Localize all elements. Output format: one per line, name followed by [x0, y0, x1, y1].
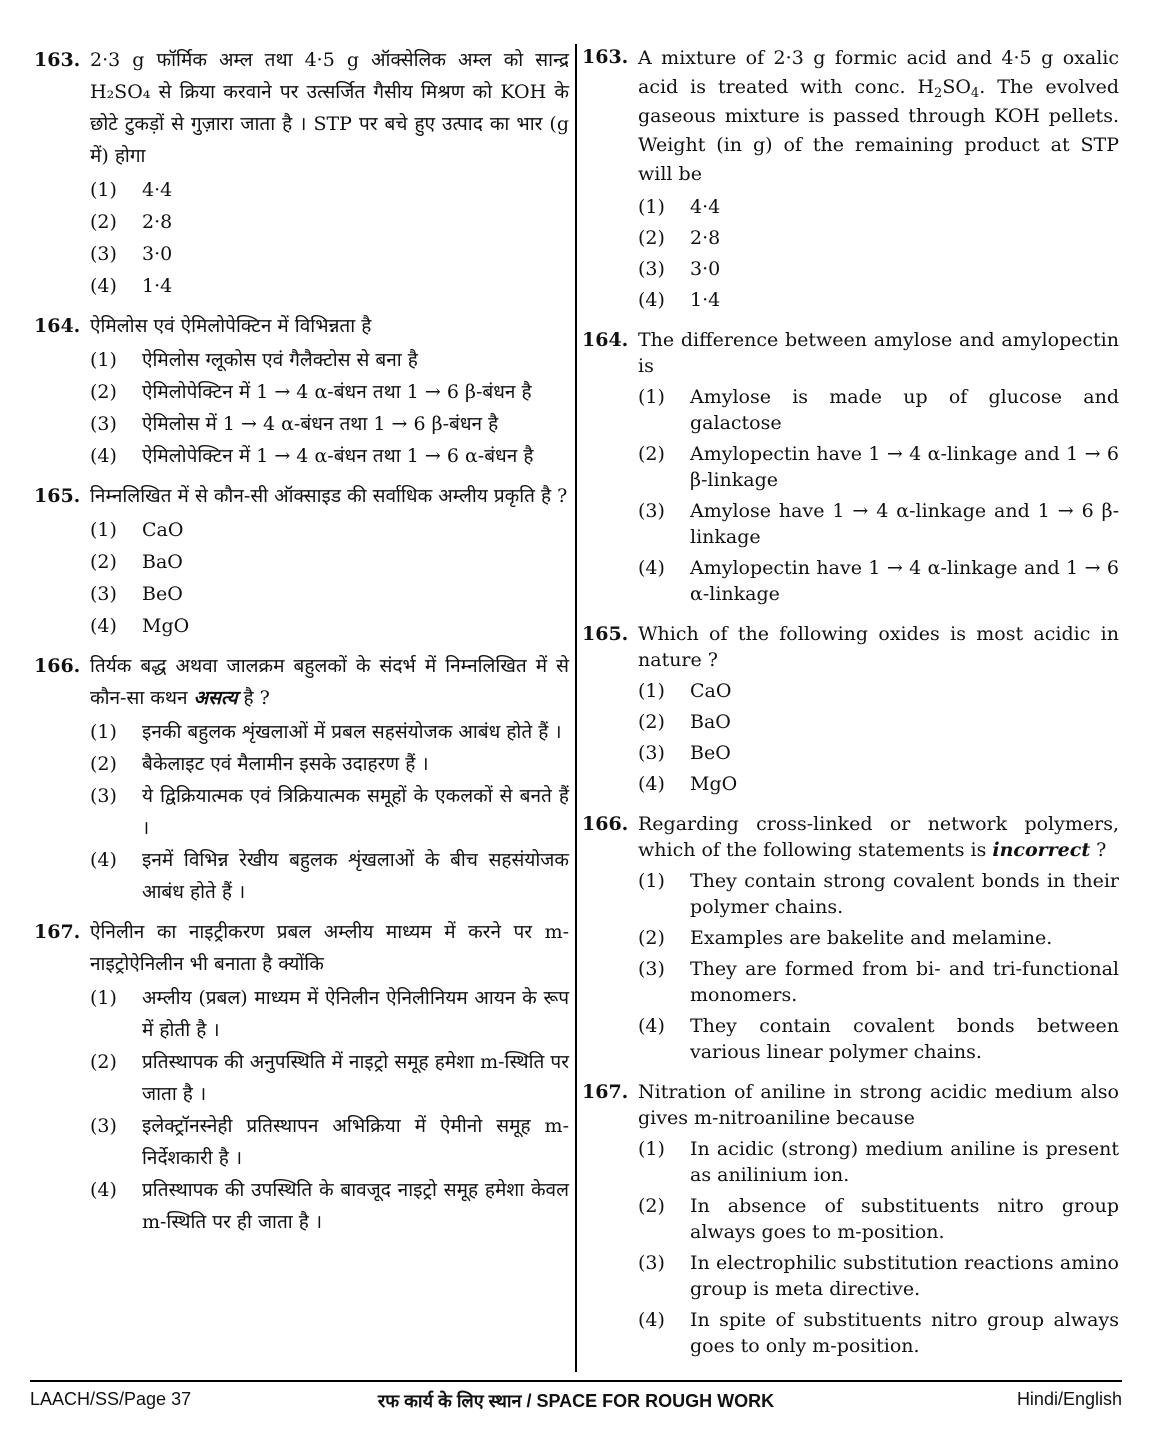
question-number: 165. [34, 485, 81, 507]
option-3 [638, 740, 1119, 766]
stem-text: A mixture of 2·3 g formic acid and 4·5 g oxalic acid is treated with conc. H [638, 47, 1119, 98]
question-number: 163. [582, 46, 629, 68]
option-text: ये द्विक्रियात्मक एवं त्रिक्रियात्मक समूहों के एकलकों से बनते हैं । [142, 785, 569, 839]
option-2 [90, 206, 569, 238]
option-text: इनकी बहुलक शृंखलाओं में प्रबल सहसंयोजक आबंध होते हैं । [142, 721, 562, 743]
option-text: प्रतिस्थापक की उपस्थिति के बावजूद नाइट्रो समूह हमेशा केवल m-स्थिति पर ही जाता है । [142, 1179, 569, 1233]
question-number: 167. [582, 1081, 629, 1103]
hindi-column [34, 44, 569, 1238]
option-text: They contain covalent bonds between various linear polymer chains. [690, 1015, 1119, 1063]
option-1 [638, 678, 1119, 704]
option-text: They are formed from bi- and tri-functional monomers. [690, 958, 1119, 1006]
option-3 [90, 780, 569, 844]
option-text: बैकेलाइट एवं मैलामीन इसके उदाहरण हैं । [142, 753, 429, 775]
stem-text: ? [1090, 839, 1107, 861]
question-stem: निम्नलिखित में से कौन-सी ऑक्साइड की सर्वाधिक अम्लीय प्रकृति है ? [90, 485, 568, 507]
option-2 [638, 225, 1119, 251]
option-number: (3) [638, 258, 665, 280]
option-4 [638, 771, 1119, 797]
option-number: (2) [90, 1051, 117, 1073]
options-list [638, 384, 1119, 607]
option-1 [90, 514, 569, 546]
option-number: (3) [90, 243, 117, 265]
option-text: They contain strong covalent bonds in their polymer chains. [690, 870, 1119, 918]
emphasis-text: incorrect [992, 839, 1091, 861]
option-2 [638, 925, 1119, 951]
option-1 [90, 982, 569, 1046]
question-165-hindi [34, 480, 569, 642]
option-text: Examples are bakelite and melamine. [690, 927, 1053, 949]
options-list [90, 716, 569, 908]
option-number: (2) [638, 711, 665, 733]
option-text: In electrophilic substitution reactions amino group is meta directive. [690, 1252, 1119, 1300]
option-1 [90, 174, 569, 206]
question-number: 164. [582, 329, 629, 351]
option-text: ऐमिलोपेक्टिन में 1 → 4 α-बंधन तथा 1 → 6 α-बंधन है [142, 445, 534, 467]
options-list [90, 344, 569, 472]
option-1 [638, 384, 1119, 436]
option-number: (4) [90, 615, 117, 637]
option-number: (4) [638, 557, 665, 579]
option-1 [90, 344, 569, 376]
option-text: ऐमिलोस में 1 → 4 α-बंधन तथा 1 → 6 β-बंधन है [142, 413, 499, 435]
option-text: 1·4 [142, 275, 173, 297]
option-number: (2) [638, 927, 665, 949]
options-list [638, 678, 1119, 797]
option-number: (3) [90, 413, 117, 435]
option-text: BaO [690, 711, 731, 733]
option-text: 1·4 [690, 289, 721, 311]
option-4 [90, 844, 569, 908]
option-2 [638, 709, 1119, 735]
emphasis-text: असत्य [193, 687, 238, 709]
option-text: In absence of substituents nitro group always goes to m-position. [690, 1195, 1119, 1243]
option-text: 3·0 [690, 258, 721, 280]
option-text: Amylopectin have 1 → 4 α-linkage and 1 → 6 β-linkage [690, 443, 1119, 491]
option-text: Amylopectin have 1 → 4 α-linkage and 1 → 6 α-linkage [690, 557, 1119, 605]
option-number: (2) [90, 551, 117, 573]
option-4 [90, 270, 569, 302]
option-3 [638, 1250, 1119, 1302]
page-footer [30, 1387, 1122, 1417]
question-166-hindi [34, 650, 569, 908]
option-3 [90, 1110, 569, 1174]
question-stem: 2·3 g फॉर्मिक अम्ल तथा 4·5 g ऑक्सेलिक अम्ल को सान्द्र H₂SO₄ से क्रिया करवाने पर उत्सर्जित गैसीय मिश्रण को KOH के छोटे टुकड़ों से गुज़ारा जाता है । STP पर बचे हुए उत्पाद का भार (g में) होगा [90, 49, 569, 167]
option-number: (4) [90, 445, 117, 467]
option-3 [90, 578, 569, 610]
question-number: 163. [34, 49, 81, 71]
option-2 [90, 376, 569, 408]
question-stem: Nitration of aniline in strong acidic medium also gives m-nitroaniline because [638, 1081, 1119, 1129]
option-number: (4) [638, 773, 665, 795]
option-2 [90, 748, 569, 780]
question-163-hindi [34, 44, 569, 302]
option-number: (2) [90, 381, 117, 403]
option-number: (4) [638, 1015, 665, 1037]
option-2 [90, 1046, 569, 1110]
option-text: In acidic (strong) medium aniline is present as anilinium ion. [690, 1138, 1119, 1186]
question-166-english [582, 811, 1119, 1065]
options-list [638, 194, 1119, 313]
option-1 [638, 1136, 1119, 1188]
question-164-hindi [34, 310, 569, 472]
option-text: MgO [142, 615, 190, 637]
option-number: (1) [90, 519, 117, 541]
option-number: (1) [90, 721, 117, 743]
option-3 [90, 238, 569, 270]
option-number: (1) [638, 870, 665, 892]
option-number: (2) [638, 1195, 665, 1217]
option-text: MgO [690, 773, 738, 795]
option-number: (4) [90, 849, 117, 871]
option-number: (2) [638, 227, 665, 249]
question-stem: The difference between amylose and amylopectin is [638, 329, 1119, 377]
question-number: 166. [582, 813, 629, 835]
option-4 [638, 1013, 1119, 1065]
options-list [90, 982, 569, 1238]
option-text: ऐमिलोपेक्टिन में 1 → 4 α-बंधन तथा 1 → 6 β-बंधन है [142, 381, 532, 403]
option-text: 4·4 [142, 179, 173, 201]
option-number: (2) [638, 443, 665, 465]
option-number: (3) [90, 1115, 117, 1137]
option-text: Amylose have 1 → 4 α-linkage and 1 → 6 β-linkage [690, 500, 1119, 548]
footer-rule [30, 1380, 1122, 1382]
options-list [90, 174, 569, 302]
option-number: (4) [638, 289, 665, 311]
option-number: (3) [90, 583, 117, 605]
option-number: (4) [90, 1179, 117, 1201]
option-number: (1) [638, 386, 665, 408]
question-number: 167. [34, 921, 81, 943]
option-3 [90, 408, 569, 440]
question-167-english [582, 1079, 1119, 1359]
question-164-english [582, 327, 1119, 607]
option-number: (3) [638, 958, 665, 980]
question-stem [90, 650, 569, 714]
language-label: Hindi/English [1016, 1389, 1122, 1409]
question-stem [638, 44, 1119, 189]
question-165-english [582, 621, 1119, 797]
option-text: In spite of substituents nitro group always goes to only m-position. [690, 1309, 1119, 1357]
option-number: (2) [90, 753, 117, 775]
column-divider [575, 44, 577, 1372]
option-2 [638, 1193, 1119, 1245]
option-text: CaO [142, 519, 184, 541]
option-1 [638, 194, 1119, 220]
option-text: BeO [690, 742, 731, 764]
stem-text: SO [942, 76, 971, 98]
options-list [90, 514, 569, 642]
option-text: Amylose is made up of glucose and galactose [690, 386, 1119, 434]
option-4 [638, 555, 1119, 607]
option-text: ऐमिलोस ग्लूकोस एवं गैलैक्टोस से बना है [142, 349, 418, 371]
question-number: 164. [34, 315, 81, 337]
stem-text: Regarding cross-linked or network polymers, which of the following statements is [638, 813, 1119, 861]
option-text: इनमें विभिन्न रेखीय बहुलक शृंखलाओं के बीच सहसंयोजक आबंध होते हैं । [142, 849, 569, 903]
option-number: (1) [90, 987, 117, 1009]
question-163-english [582, 44, 1119, 313]
question-number: 165. [582, 623, 629, 645]
question-number: 166. [34, 655, 81, 677]
stem-text: तिर्यक बद्ध अथवा जालक्रम बहुलकों के संदर्भ में निम्नलिखित में से कौन-सा कथन [90, 655, 569, 709]
option-1 [90, 716, 569, 748]
option-text: 2·8 [690, 227, 721, 249]
option-number: (3) [638, 1252, 665, 1274]
option-text: CaO [690, 680, 732, 702]
option-number: (3) [90, 785, 117, 807]
option-number: (3) [638, 500, 665, 522]
option-number: (4) [90, 275, 117, 297]
option-3 [638, 956, 1119, 1008]
stem-text: . The evolved gaseous mixture is passed through KOH pellets. Weight (in g) of the remaining product at STP will be [638, 76, 1119, 185]
question-167-hindi [34, 916, 569, 1238]
options-list [638, 1136, 1119, 1359]
option-text: प्रतिस्थापक की अनुपस्थिति में नाइट्रो समूह हमेशा m-स्थिति पर जाता है । [142, 1051, 569, 1105]
option-number: (2) [90, 211, 117, 233]
option-4 [90, 610, 569, 642]
option-text: 2·8 [142, 211, 173, 233]
option-1 [638, 868, 1119, 920]
subscript: 2 [934, 86, 943, 101]
subscript: 4 [970, 86, 980, 101]
option-2 [638, 441, 1119, 493]
option-text: 4·4 [690, 196, 721, 218]
option-2 [90, 546, 569, 578]
option-number: (1) [90, 349, 117, 371]
option-number: (1) [90, 179, 117, 201]
option-4 [90, 1174, 569, 1238]
option-4 [638, 287, 1119, 313]
option-text: 3·0 [142, 243, 173, 265]
option-4 [90, 440, 569, 472]
option-4 [638, 1307, 1119, 1359]
option-number: (1) [638, 680, 665, 702]
option-number: (4) [638, 1309, 665, 1331]
english-column [582, 44, 1119, 1359]
question-stem: ऐमिलोस एवं ऐमिलोपेक्टिन में विभिन्नता है [90, 315, 372, 337]
option-text: BaO [142, 551, 183, 573]
option-3 [638, 498, 1119, 550]
rough-work-label: रफ कार्य के लिए स्थान / SPACE FOR ROUGH WORK [377, 1391, 775, 1411]
question-stem [638, 811, 1119, 863]
question-stem: ऐनिलीन का नाइट्रीकरण प्रबल अम्लीय माध्यम में करने पर m-नाइट्रोऐनिलीन भी बनाता है क्योंकि [90, 921, 569, 975]
option-number: (1) [638, 1138, 665, 1160]
option-text: इलेक्ट्रॉनस्नेही प्रतिस्थापन अभिक्रिया में ऐमीनो समूह m-निर्देशकारी है । [142, 1115, 569, 1169]
page-code: LAACH/SS/Page 37 [30, 1389, 192, 1409]
option-number: (3) [638, 742, 665, 764]
stem-text: है ? [237, 687, 270, 709]
option-number: (1) [638, 196, 665, 218]
option-text: अम्लीय (प्रबल) माध्यम में ऐनिलीन ऐनिलीनियम आयन के रूप में होती है । [142, 987, 569, 1041]
option-text: BeO [142, 583, 183, 605]
question-stem: Which of the following oxides is most acidic in nature ? [638, 623, 1119, 671]
option-3 [638, 256, 1119, 282]
options-list [638, 868, 1119, 1065]
